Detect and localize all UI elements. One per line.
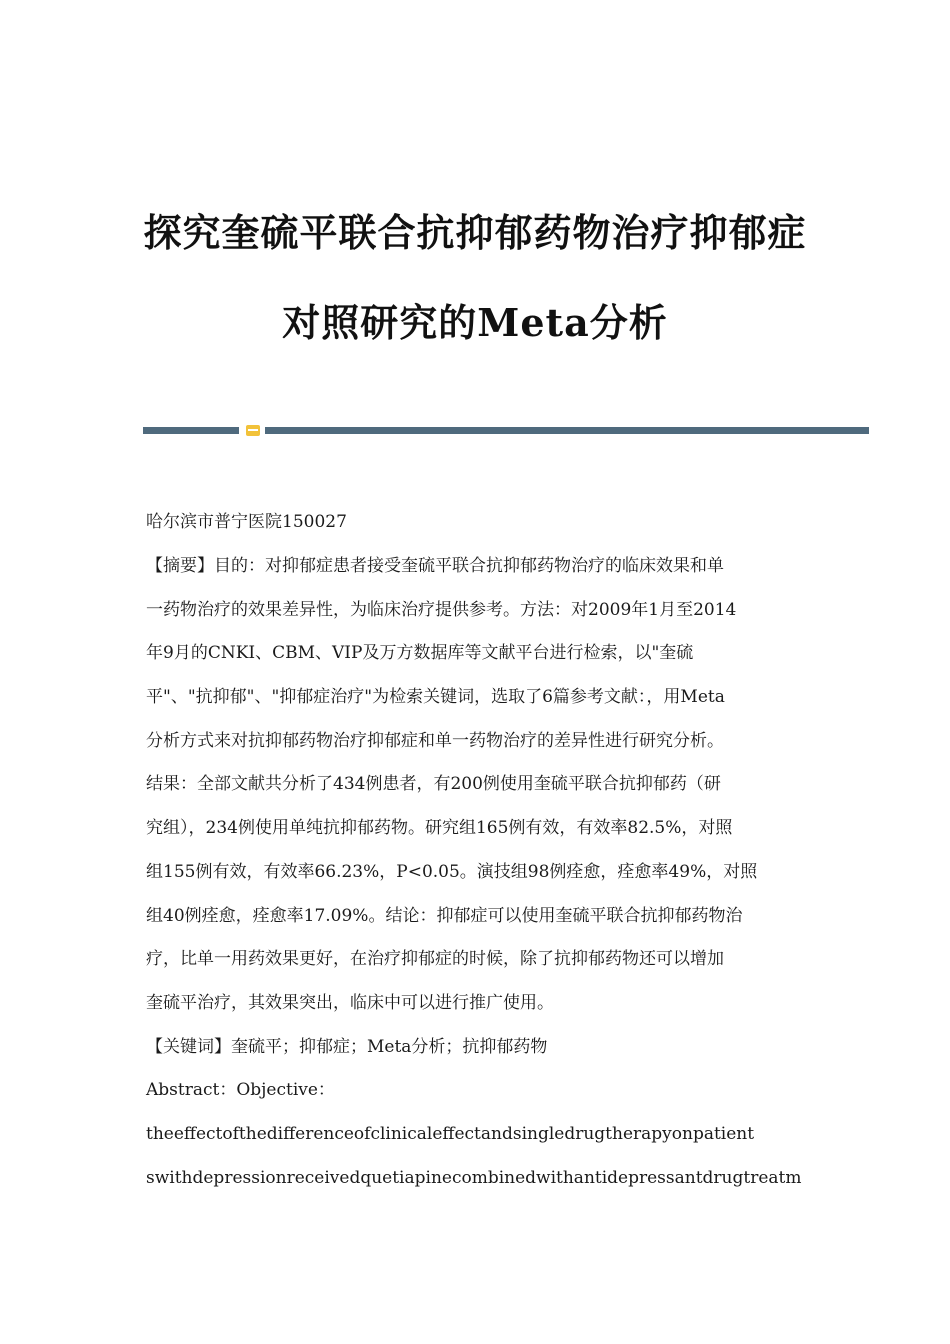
abstract-cn-line: 疗，比单一用药效果更好，在治疗抑郁症的时候，除了抗抑郁药物还可以增加 bbox=[146, 949, 724, 969]
keywords: 【关键词】奎硫平；抑郁症；Meta分析；抗抑郁药物 bbox=[146, 1037, 548, 1057]
abstract-cn-line: 结果：全部文献共分析了434例患者，有200例使用奎硫平联合抗抑郁药（研 bbox=[146, 774, 721, 794]
abstract-cn-line: 分析方式来对抗抑郁药物治疗抑郁症和单一药物治疗的差异性进行研究分析。 bbox=[146, 731, 724, 751]
affiliation: 哈尔滨市普宁医院150027 bbox=[146, 512, 347, 532]
divider-bar-right bbox=[265, 427, 869, 434]
divider-bar-left bbox=[143, 427, 239, 434]
abstract-cn-line: 平"、"抗抑郁"、"抑郁症治疗"为检索关键词，选取了6篇参考文献：，用Meta bbox=[146, 687, 725, 707]
abstract-cn-line: 一药物治疗的效果差异性，为临床治疗提供参考。方法：对2009年1月至2014 bbox=[146, 600, 737, 620]
abstract-en-line: swithdepressionreceivedquetiapinecombinedwithantidepressantdrugtreatm bbox=[146, 1168, 802, 1188]
abstract-cn-line: 究组），234例使用单纯抗抑郁药物。研究组165例有效，有效率82.5%，对照 bbox=[146, 818, 733, 838]
abstract-cn-line: 组40例痊愈，痊愈率17.09%。结论：抑郁症可以使用奎硫平联合抗抑郁药物治 bbox=[146, 906, 743, 926]
title-divider bbox=[143, 424, 869, 436]
abstract-en-line: theeffectofthedifferenceofclinicaleffectandsingledrugtherapyonpatient bbox=[146, 1124, 755, 1144]
divider-ornament-icon bbox=[246, 425, 260, 436]
title-line-2: 对照研究的Meta分析 bbox=[282, 300, 668, 345]
abstract-cn-line: 奎硫平治疗，其效果突出，临床中可以进行推广使用。 bbox=[146, 993, 554, 1013]
abstract-cn-line: 【摘要】目的：对抑郁症患者接受奎硫平联合抗抑郁药物治疗的临床效果和单 bbox=[146, 556, 724, 576]
title-line-1: 探究奎硫平联合抗抑郁药物治疗抑郁症 bbox=[143, 210, 807, 255]
abstract-cn-line: 年9月的CNKI、CBM、VIP及万方数据库等文献平台进行检索，以"奎硫 bbox=[146, 643, 694, 663]
abstract-cn-line: 组155例有效，有效率66.23%，P<0.05。演技组98例痊愈，痊愈率49%，对照 bbox=[146, 862, 758, 882]
abstract-en-line: Abstract：Objective： bbox=[146, 1080, 335, 1100]
